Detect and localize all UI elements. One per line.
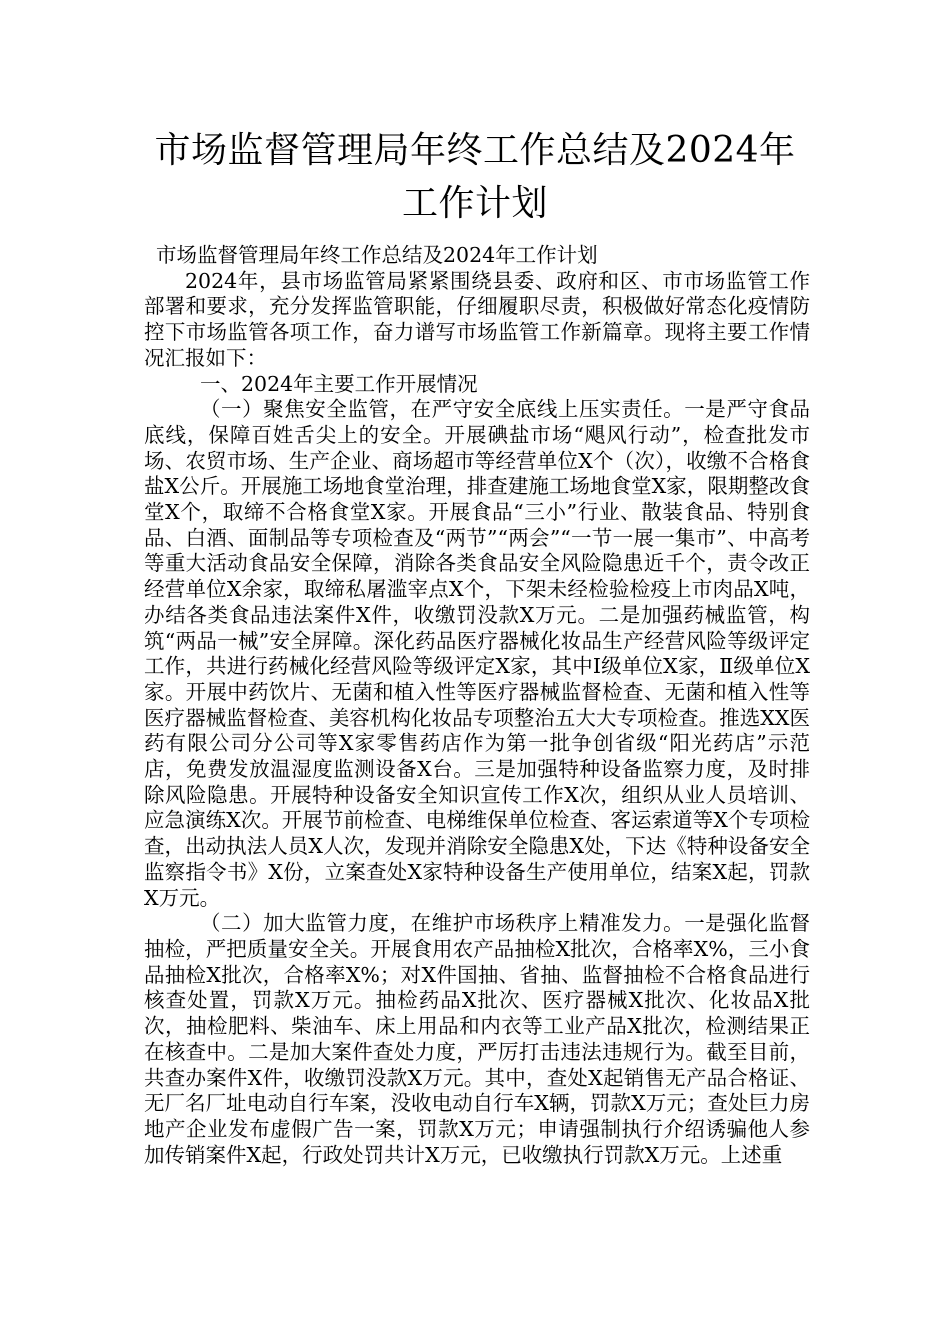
intro-paragraph: 2024年，县市场监管局紧紧围绕县委、政府和区、市市场监管工作部署和要求，充分发挥监管职能，仔细履职尽责，积极做好常态化疫情防控下市场监管各项工作，奋力谱写市场监管工作新篇章。现将主要工作情况汇报如下： <box>144 268 810 370</box>
section-heading: 一、2024年主要工作开展情况 <box>200 371 478 396</box>
document-body <box>144 243 810 1168</box>
document-subtitle: 市场监督管理局年终工作总结及2024年工作计划 <box>156 243 598 267</box>
paragraph-market-order: （二）加大监管力度，在维护市场秩序上精准发力。一是强化监督抽检，严把质量安全关。开展食用农产品抽检X批次，合格率X%，三小食品抽检X批次，合格率X%；对X件国抽、省抽、监督抽检不合格食品进行核查处置，罚款X万元。抽检药品X批次、医疗器械X批次、化妆品X批次，抽检肥料、柴油车、床上用品和内衣等工业产品X批次，检测结果正在核查中。二是加大案件查处力度，严厉打击违法违规行为。截至目前，共查办案件X件，收缴罚没款X万元。其中，查处X起销售无产品合格证、无厂名厂址电动自行车案，没收电动自行车X辆，罚款X万元；查处巨力房地产企业发布虚假广告一案，罚款X万元；申请强制执行介绍诱骗他人参加传销案件X起，行政处罚共计X万元，已收缴执行罚款X万元。上述重 <box>144 911 810 1167</box>
paragraph-safety-supervision: （一）聚焦安全监管，在严守安全底线上压实责任。一是严守食品底线，保障百姓舌尖上的安全。开展碘盐市场“飓风行动”，检查批发市场、农贸市场、生产企业、商场超市等经营单位X个（次），收缴不合格食盐X公斤。开展施工场地食堂治理，排查建施工场地食堂X家，限期整改食堂X个，取缔不合格食堂X家。开展食品“三小”行业、散装食品、特别食品、白酒、面制品等专项检查及“两节”“两会”“一节一展一集市”、中高考等重大活动食品安全保障，消除各类食品安全风险隐患近千个，责令改正经营单位X余家，取缔私屠滥宰点X个，下架未经检验检疫上市肉品X吨，办结各类食品违法案件X件，收缴罚没款X万元。二是加强药械监管，构筑“两品一械”安全屏障。深化药品医疗器械化妆品生产经营风险等级评定工作，共进行药械化经营风险等级评定X家，其中Ⅰ级单位X家，Ⅱ级单位X家。开展中药饮片、无菌和植入性等医疗器械监督检查、无菌和植入性等医疗器械监督检查、美容机构化妆品专项整治五大大专项检查。推选XX医药有限公司分公司等X家零售药店作为第一批争创省级“阳光药店”示范店，免费发放温湿度监测设备X台。三是加强特种设备监察力度，及时排除风险隐患。开展特种设备安全知识宣传工作X次，组织从业人员培训、应急演练X次。开展节前检查、电梯维保单位检查、客运索道等X个专项检查，出动执法人员X人次，发现并消除安全隐患X处，下达《特种设备安全监察指令书》X份，立案查处X家特种设备生产使用单位，结案X起，罚款X万元。 <box>144 397 810 910</box>
document-title: 市场监督管理局年终工作总结及2024年工作计划 <box>154 130 796 224</box>
